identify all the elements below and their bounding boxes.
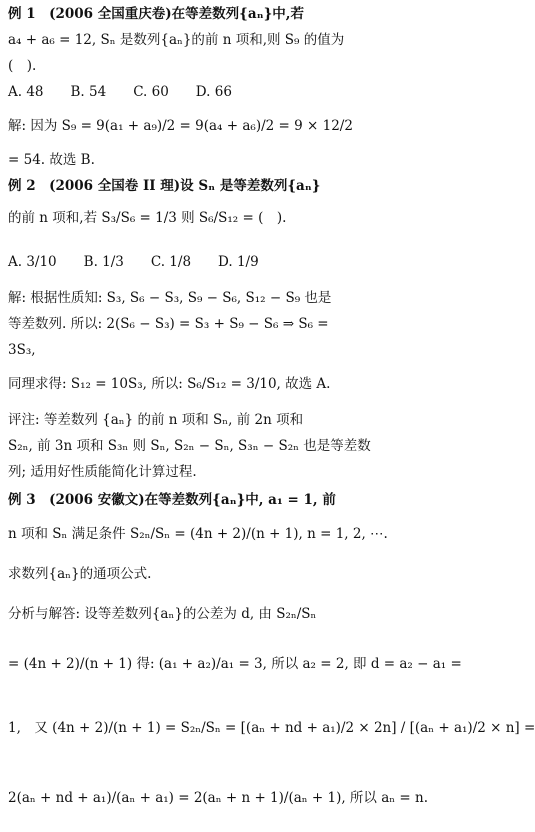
example-3-task: 求数列{aₙ}的通项公式. [8, 566, 152, 582]
example-3-condition: n 项和 Sₙ 满足条件 S₂ₙ/Sₙ = (4n + 2)/(n + 1), n = 1, 2, ⋯. [8, 526, 388, 542]
analysis-line-1: 分析与解答: 设等差数列{aₙ}的公差为 d, 由 S₂ₙ/Sₙ [8, 606, 317, 622]
example-1-solution: 解: 因为 S₉ = 9(a₁ + a₉)/2 = 9(a₄ + a₆)/2 = 9 × 12/2 [8, 118, 353, 134]
example-2-choices: A. 3/10 B. 1/3 C. 1/8 D. 1/9 [8, 254, 259, 270]
example-1-answer: = 54. 故选 B. [8, 152, 95, 168]
example-2-question: 的前 n 项和,若 S₃/S₆ = 1/3 则 S₆/S₁₂ = ( ). [8, 210, 287, 226]
example-3-heading: 例 3 (2006 安徽文)在等差数列{aₙ}中, a₁ = 1, 前 [8, 492, 336, 508]
example-2-heading: 例 2 (2006 全国卷 II 理)设 Sₙ 是等差数列{aₙ} [8, 178, 321, 194]
example-1-text: a₄ + a₆ = 12, Sₙ 是数列{aₙ}的前 n 项和,则 S₉ 的值为 [8, 32, 345, 48]
example-1-choices: A. 48 B. 54 C. 60 D. 66 [8, 84, 232, 100]
example-2-solution-1: 解: 根据性质知: S₃, S₆ − S₃, S₉ − S₆, S₁₂ − S₉ 也是 [8, 290, 332, 306]
example-1-heading: 例 1 (2006 全国重庆卷)在等差数列{aₙ}中,若 [8, 6, 304, 22]
example-2-solution-3: 3S₃, [8, 342, 36, 358]
example-1-blank: ( ). [8, 58, 37, 74]
comment-line-1: 评注: 等差数列 {aₙ} 的前 n 项和 Sₙ, 前 2n 项和 [8, 412, 304, 428]
analysis-line-3: 1, 又 (4n + 2)/(n + 1) = S₂ₙ/Sₙ = [(aₙ + nd + a₁)/2 × 2n] / [(aₙ + a₁)/2 × n] = [8, 720, 535, 736]
example-2-solution-4: 同理求得: S₁₂ = 10S₃, 所以: S₆/S₁₂ = 3/10, 故选 A. [8, 376, 331, 392]
comment-line-2: S₂ₙ, 前 3n 项和 S₃ₙ 则 Sₙ, S₂ₙ − Sₙ, S₃ₙ − S₂ₙ 也是等差数 [8, 438, 371, 454]
comment-line-3: 列; 适用好性质能简化计算过程. [8, 464, 197, 480]
analysis-line-2: = (4n + 2)/(n + 1) 得: (a₁ + a₂)/a₁ = 3, 所以 a₂ = 2, 即 d = a₂ − a₁ = [8, 656, 462, 672]
analysis-line-4: 2(aₙ + nd + a₁)/(aₙ + a₁) = 2(aₙ + n + 1)/(aₙ + 1), 所以 aₙ = n. [8, 790, 428, 806]
example-2-solution-2: 等差数列. 所以: 2(S₆ − S₃) = S₃ + S₉ − S₆ ⇒ S₆ = [8, 316, 329, 332]
